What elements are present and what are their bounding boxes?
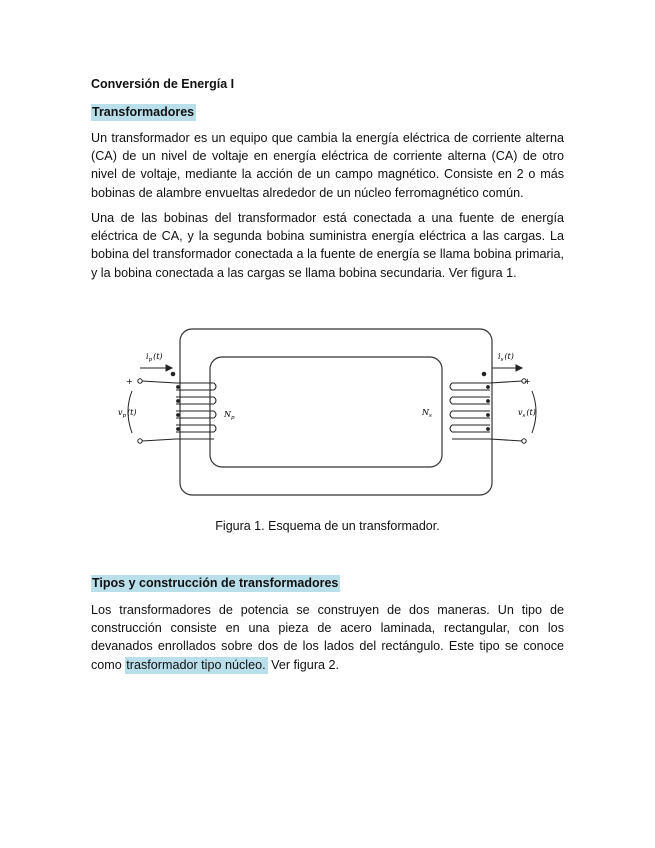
label-plus-left: + xyxy=(126,377,133,386)
figure-caption: Figura 1. Esquema de un transformador. xyxy=(215,519,440,533)
paragraph-line: Los transformadores de potencia se construyen de dos maneras. Un tipo de xyxy=(91,603,564,617)
secondary-polarity-dot xyxy=(482,372,486,376)
paragraph-last-line xyxy=(91,656,564,674)
label-plus-right: + xyxy=(524,377,531,386)
paragraph-line: Un transformador es un equipo que cambia la energía eléctrica de corriente alterna xyxy=(91,131,564,145)
paragraph-line: bobina del transformador conectada a la fuente de energía se llama bobina primaria, xyxy=(91,247,564,262)
label-ns: $N_s$ xyxy=(422,408,432,419)
label-vs: $v_s(t)$ xyxy=(518,408,536,419)
paragraph-line: eléctrica de CA, y la segunda bobina suministra energía eléctrica a las cargas. La xyxy=(91,229,564,244)
core-inner-window xyxy=(210,357,442,467)
primary-polarity-dot xyxy=(171,372,175,376)
paragraph-line: (CA) de un nivel de voltaje en energía eléctrica de corriente alterna (CA) de otro xyxy=(91,149,564,164)
paragraph-fragment: como xyxy=(91,657,126,672)
section-heading-tipos-text: Tipos y construcción de transformadores xyxy=(92,576,339,590)
paragraph-line: construcción consiste en una pieza de acero laminada, rectangular, con los xyxy=(91,621,564,636)
paragraph-definition xyxy=(91,129,564,202)
paragraph-line: y la bobina conectada a las cargas se llama bobina secundaria. Ver figura 1. xyxy=(91,265,517,280)
paragraph-line: Una de las bobinas del transformador está conectada a una fuente de energía xyxy=(91,211,564,225)
primary-terminals xyxy=(128,365,176,443)
label-vp: $v_p(t)$ xyxy=(118,408,137,419)
paragraph-coils xyxy=(91,209,564,282)
transformer-diagram xyxy=(118,321,550,503)
label-np: $N_p$ xyxy=(224,410,235,421)
paragraph-line: bobinas de alambre envueltas alrededor de un núcleo ferromagnético común. xyxy=(91,185,524,200)
paragraph-construction xyxy=(91,601,564,674)
label-is: $i_s(t)$ xyxy=(498,352,514,363)
paragraph-fragment: Ver figura 2. xyxy=(267,657,340,672)
section-heading-transformadores-text: Transformadores xyxy=(92,105,195,119)
paragraph-line: nivel de voltaje, mediante la acción de un campo magnético. Consiste en 2 o más xyxy=(91,167,564,182)
secondary-winding xyxy=(450,383,490,439)
paragraph-line: devanados enrollados sobre dos de los lados del rectángulo. Este tipo se conoce xyxy=(91,639,564,654)
highlighted-term-core-transformer: trasformador tipo núcleo. xyxy=(126,657,266,672)
label-ip: $i_p(t)$ xyxy=(146,352,163,363)
document-title: Conversión de Energía I xyxy=(91,77,235,91)
section-heading-transformadores xyxy=(91,105,196,119)
section-heading-tipos xyxy=(91,576,340,590)
